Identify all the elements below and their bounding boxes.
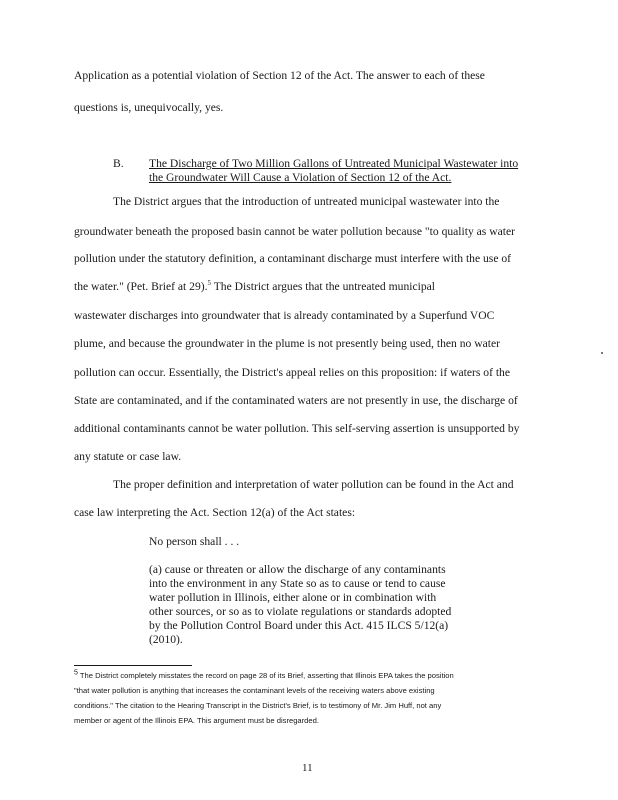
quote-line-3: water pollution in Illinois, either alone or in combination with (149, 591, 437, 604)
quote-lead: No person shall . . . (149, 535, 240, 548)
para1-line-2: groundwater beneath the proposed basin cannot be water pollution because "to quality as water (74, 225, 515, 238)
quote-line-1: (a) cause or threaten or allow the discharge of any contaminants (149, 563, 446, 576)
para1-line-1: The District argues that the introduction of untreated municipal wastewater into the (113, 195, 500, 208)
para1-line-4-end: The District argues that the untreated municipal (211, 280, 435, 293)
quote-line-6: (2010). (149, 633, 183, 646)
para1-line-3: pollution under the statutory definition, a contaminant discharge must interfere with the use of (74, 252, 512, 265)
quote-line-5: by the Pollution Control Board under this Act. 415 ILCS 5/12(a) (149, 619, 449, 632)
quote-line-2: into the environment in any State so as to cause or tend to cause (149, 577, 446, 590)
footnote-ref-5: 5 (207, 279, 212, 288)
footnote-number: 5 (74, 669, 78, 677)
page-number: 11 (302, 762, 313, 774)
footnote-line-3: conditions." The citation to the Hearing Transcript in the District's Brief, is to testimony of Mr. Jim Huff, not any (74, 701, 442, 710)
footnote-line-1-text: The District completely misstates the record on page 28 of its Brief, asserting that Illinois EPA takes the position (77, 671, 454, 680)
scan-speck (601, 352, 603, 354)
section-heading-line-2: the Groundwater Will Cause a Violation of Section 12 of the Act. (149, 171, 452, 184)
footnote-line-4: member or agent of the Illinois EPA. This argument must be disregarded. (74, 716, 319, 725)
para1-line-10: any statute or case law. (74, 450, 182, 463)
para1-line-4-start: the water." (Pet. Brief at 29). (74, 280, 208, 293)
para1-line-6: plume, and because the groundwater in the plume is not presently being used, then no water (74, 337, 500, 350)
footnote-line-1 (74, 669, 454, 680)
section-heading-line-1: The Discharge of Two Million Gallons of Untreated Municipal Wastewater into (149, 157, 519, 170)
quote-line-4: other sources, or so as to violate regulations or standards adopted (149, 605, 452, 618)
para2-line-2: case law interpreting the Act. Section 12(a) of the Act states: (74, 506, 356, 519)
intro-line-2: questions is, unequivocally, yes. (74, 101, 224, 114)
para1-line-9: additional contaminants cannot be water pollution. This self-serving assertion is unsupported by (74, 422, 520, 435)
footnote-line-2: "that water pollution is anything that increases the contaminant levels of the receiving waters above existing (74, 686, 435, 695)
section-letter: B. (113, 157, 124, 170)
para1-line-8: State are contaminated, and if the contaminated waters are not presently in use, the discharge of (74, 394, 518, 407)
para1-line-4 (74, 281, 435, 293)
footnote-separator (74, 665, 192, 666)
para1-line-5: wastewater discharges into groundwater that is already contaminated by a Superfund VOC (74, 309, 495, 322)
intro-line-1: Application as a potential violation of Section 12 of the Act. The answer to each of these (74, 69, 485, 82)
para1-line-7: pollution can occur. Essentially, the District's appeal relies on this proposition: if waters of the (74, 366, 511, 379)
para2-line-1: The proper definition and interpretation of water pollution can be found in the Act and (113, 478, 514, 491)
